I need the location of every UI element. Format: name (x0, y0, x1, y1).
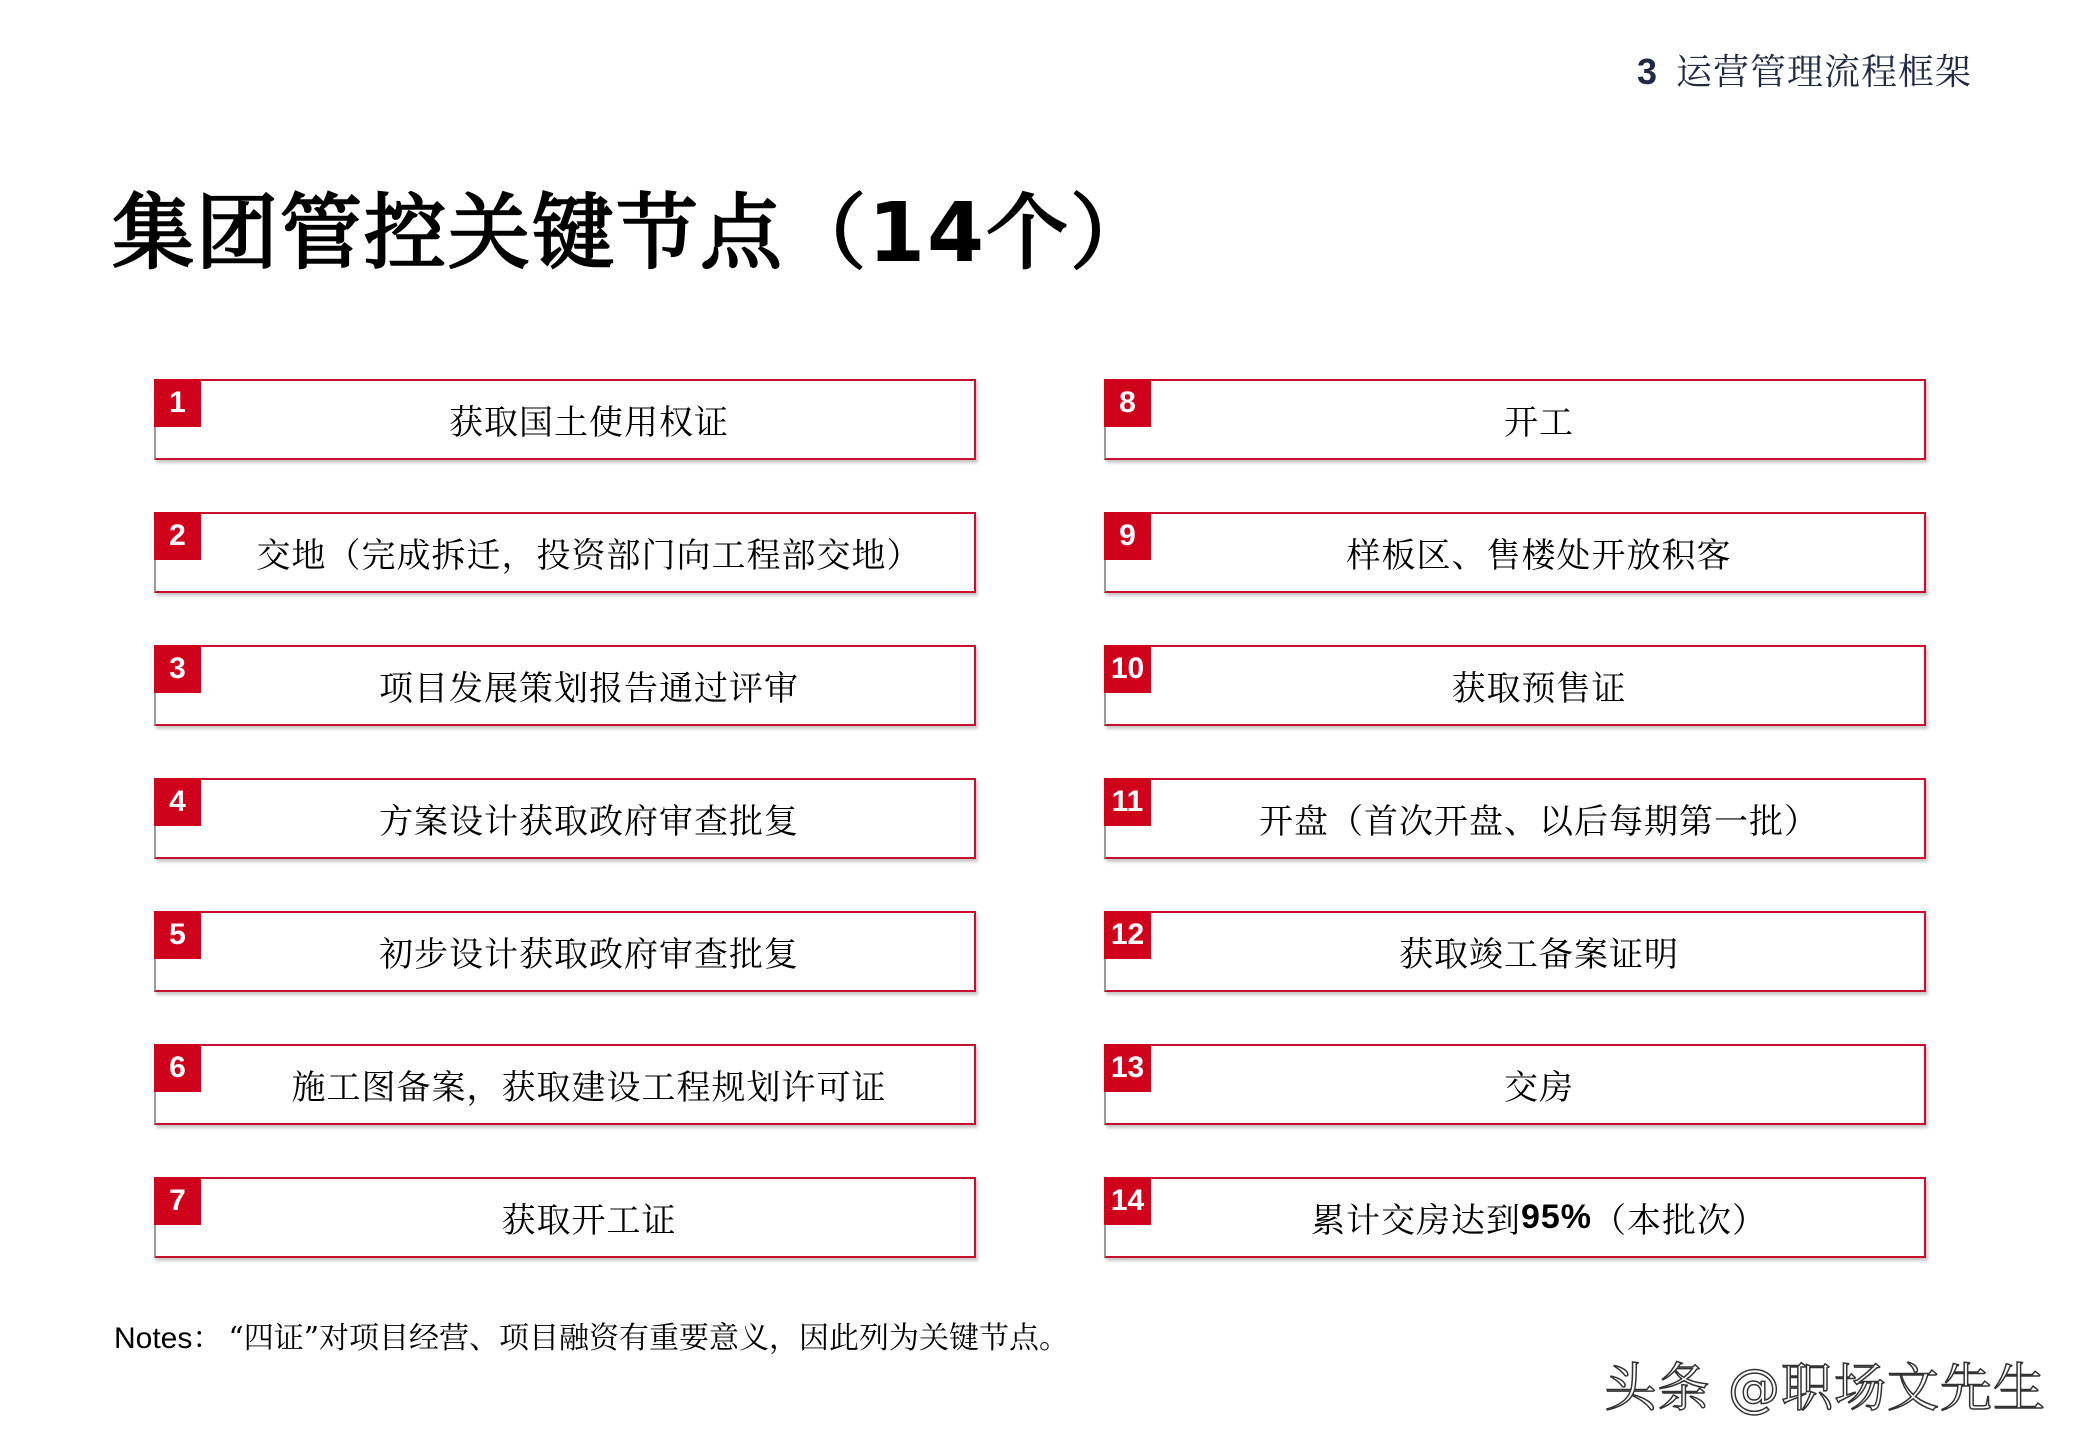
node-label: 交地（完成拆迁，投资部门向工程部交地） (256, 536, 922, 576)
node-8 (1104, 379, 1926, 460)
node-column-left (154, 379, 976, 1310)
node-number-badge: 4 (154, 778, 201, 826)
section-number: 3 (1636, 51, 1658, 92)
node-label: 项目发展策划报告通过评审 (379, 669, 799, 709)
node-6 (154, 1044, 976, 1125)
node-label: 开工 (1504, 403, 1574, 443)
node-label-prefix: 累计交房达到 (1310, 1201, 1521, 1241)
watermark: 头条 @职场文先生 (1604, 1359, 2046, 1419)
node-number-badge: 1 (154, 379, 201, 427)
section-header (1637, 44, 1972, 95)
node-label: 获取预售证 (1451, 669, 1627, 709)
node-label: 施工图备案，获取建设工程规划许可证 (291, 1068, 887, 1108)
node-11 (1104, 778, 1926, 859)
section-title: 运营管理流程框架 (1675, 52, 1972, 93)
node-number-badge: 2 (154, 512, 201, 560)
node-10 (1104, 645, 1926, 726)
node-4 (154, 778, 976, 859)
node-label-suffix: （本批次） (1592, 1201, 1768, 1241)
notes (114, 1313, 1069, 1357)
node-label: 方案设计获取政府审查批复 (379, 802, 799, 842)
node-label: 获取国土使用权证 (449, 403, 729, 443)
node-14 (1104, 1177, 1926, 1258)
node-label: 获取竣工备案证明 (1399, 935, 1679, 975)
notes-text: “四证”对项目经营、项目融资有重要意义，因此列为关键节点。 (228, 1321, 1070, 1356)
node-number-badge: 11 (1104, 778, 1151, 826)
node-number-badge: 10 (1104, 645, 1151, 693)
node-label: 初步设计获取政府审查批复 (379, 935, 799, 975)
node-number-badge: 12 (1104, 911, 1151, 959)
node-label (1160, 1179, 1918, 1256)
node-number-badge: 9 (1104, 512, 1151, 560)
node-12 (1104, 911, 1926, 992)
node-1 (154, 379, 976, 460)
node-number-badge: 6 (154, 1044, 201, 1092)
node-2 (154, 512, 976, 593)
node-label: 交房 (1504, 1068, 1574, 1108)
node-5 (154, 911, 976, 992)
node-column-right (1104, 379, 1926, 1310)
node-3 (154, 645, 976, 726)
node-number-badge: 7 (154, 1177, 201, 1225)
page-title: 集团管控关键节点（14个） (112, 186, 1155, 281)
node-number-badge: 14 (1104, 1177, 1151, 1225)
node-label-percent: 95% (1520, 1198, 1593, 1236)
node-label: 开盘（首次开盘、以后每期第一批） (1259, 802, 1819, 842)
node-number-badge: 13 (1104, 1044, 1151, 1092)
node-9 (1104, 512, 1926, 593)
node-label: 样板区、售楼处开放积客 (1346, 536, 1732, 576)
node-7 (154, 1177, 976, 1258)
node-number-badge: 3 (154, 645, 201, 693)
node-label: 获取开工证 (501, 1201, 677, 1241)
node-number-badge: 8 (1104, 379, 1151, 427)
node-13 (1104, 1044, 1926, 1125)
notes-prefix: Notes： (114, 1322, 223, 1355)
node-number-badge: 5 (154, 911, 201, 959)
